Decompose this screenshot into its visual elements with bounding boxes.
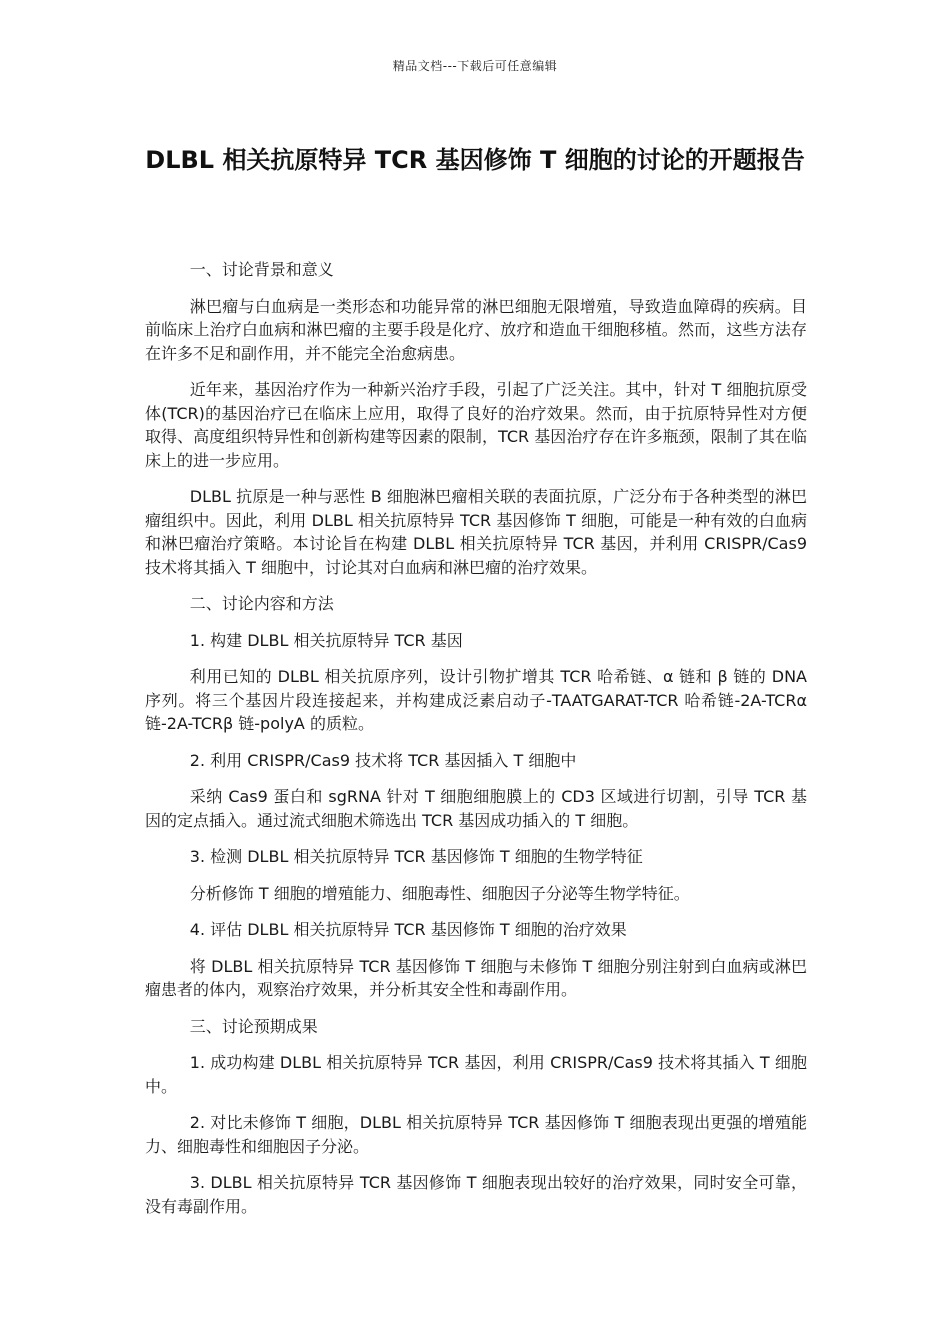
section-heading-methods: 二、讨论内容和方法 — [189, 594, 334, 613]
paragraph: 2. 对比未修饰 T 细胞，DLBL 相关抗原特异 TCR 基因修饰 T 细胞表现出更强的增殖能力、细胞毒性和细胞因子分泌。 — [145, 1113, 807, 1156]
paragraph: 3. DLBL 相关抗原特异 TCR 基因修饰 T 细胞表现出较好的治疗效果，同时安全可靠，没有毒副作用。 — [145, 1173, 807, 1216]
paragraph: 分析修饰 T 细胞的增殖能力、细胞毒性、细胞因子分泌等生物学特征。 — [189, 883, 690, 903]
document-title: DLBL 相关抗原特异 TCR 基因修饰 T 细胞的讨论的开题报告 — [145, 146, 805, 174]
subheading: 1. 构建 DLBL 相关抗原特异 TCR 基因 — [189, 630, 463, 650]
subheading: 3. 检测 DLBL 相关抗原特异 TCR 基因修饰 T 细胞的生物学特征 — [189, 847, 643, 866]
paragraph: 采纳 Cas9 蛋白和 sgRNA 针对 T 细胞细胞膜上的 CD3 区域进行切割，引导 TCR 基因的定点插入。通过流式细胞术筛选出 TCR 基因成功插入的 T 细胞。 — [145, 787, 807, 830]
paragraph: 近年来，基因治疗作为一种新兴治疗手段，引起了广泛关注。其中，针对 T 细胞抗原受体(TCR)的基因治疗已在临床上应用，取得了良好的治疗效果。然而，由于抗原特异性对方便取得、高度组织特异性和创新构建等因素的限制，TCR 基因治疗存在许多瓶颈，限制了其在临床上的进一步应用。 — [145, 380, 807, 470]
subheading: 4. 评估 DLBL 相关抗原特异 TCR 基因修饰 T 细胞的治疗效果 — [189, 920, 627, 939]
section-heading-background: 一、讨论背景和意义 — [189, 260, 334, 279]
paragraph: 淋巴瘤与白血病是一类形态和功能异常的淋巴细胞无限增殖，导致造血障碍的疾病。目前临床上治疗白血病和淋巴瘤的主要手段是化疗、放疗和造血干细胞移植。然而，这些方法存在许多不足和副作用，并不能完全治愈病患。 — [145, 296, 807, 363]
document-body — [145, 258, 807, 1231]
paragraph: 将 DLBL 相关抗原特异 TCR 基因修饰 T 细胞与未修饰 T 细胞分别注射到白血病或淋巴瘤患者的体内，观察治疗效果，并分析其安全性和毒副作用。 — [145, 956, 807, 999]
section-heading-outcomes: 三、讨论预期成果 — [189, 1016, 318, 1036]
subheading: 2. 利用 CRISPR/Cas9 技术将 TCR 基因插入 T 细胞中 — [189, 750, 577, 770]
paragraph: 利用已知的 DLBL 相关抗原序列，设计引物扩增其 TCR 哈希链、α 链和 β 链的 DNA 序列。将三个基因片段连接起来，并构建成泛素启动子-TAATGARAT-TCR 哈希链-2A-TCRα 链-2A-TCRβ 链-polyA 的质粒。 — [145, 667, 807, 733]
paragraph: 1. 成功构建 DLBL 相关抗原特异 TCR 基因，利用 CRISPR/Cas9 技术将其插入 T 细胞中。 — [145, 1053, 807, 1096]
header-note: 精品文档---下载后可任意编辑 — [392, 59, 558, 73]
paragraph: DLBL 抗原是一种与恶性 B 细胞淋巴瘤相关联的表面抗原，广泛分布于各种类型的淋巴瘤组织中。因此，利用 DLBL 相关抗原特异 TCR 基因修饰 T 细胞，可能是一种有效的白血病和淋巴瘤治疗策略。本讨论旨在构建 DLBL 相关抗原特异 TCR 基因，并利用 CRISPR/Cas9 技术将其插入 T 细胞中，讨论其对白血病和淋巴瘤的治疗效果。 — [145, 487, 807, 577]
